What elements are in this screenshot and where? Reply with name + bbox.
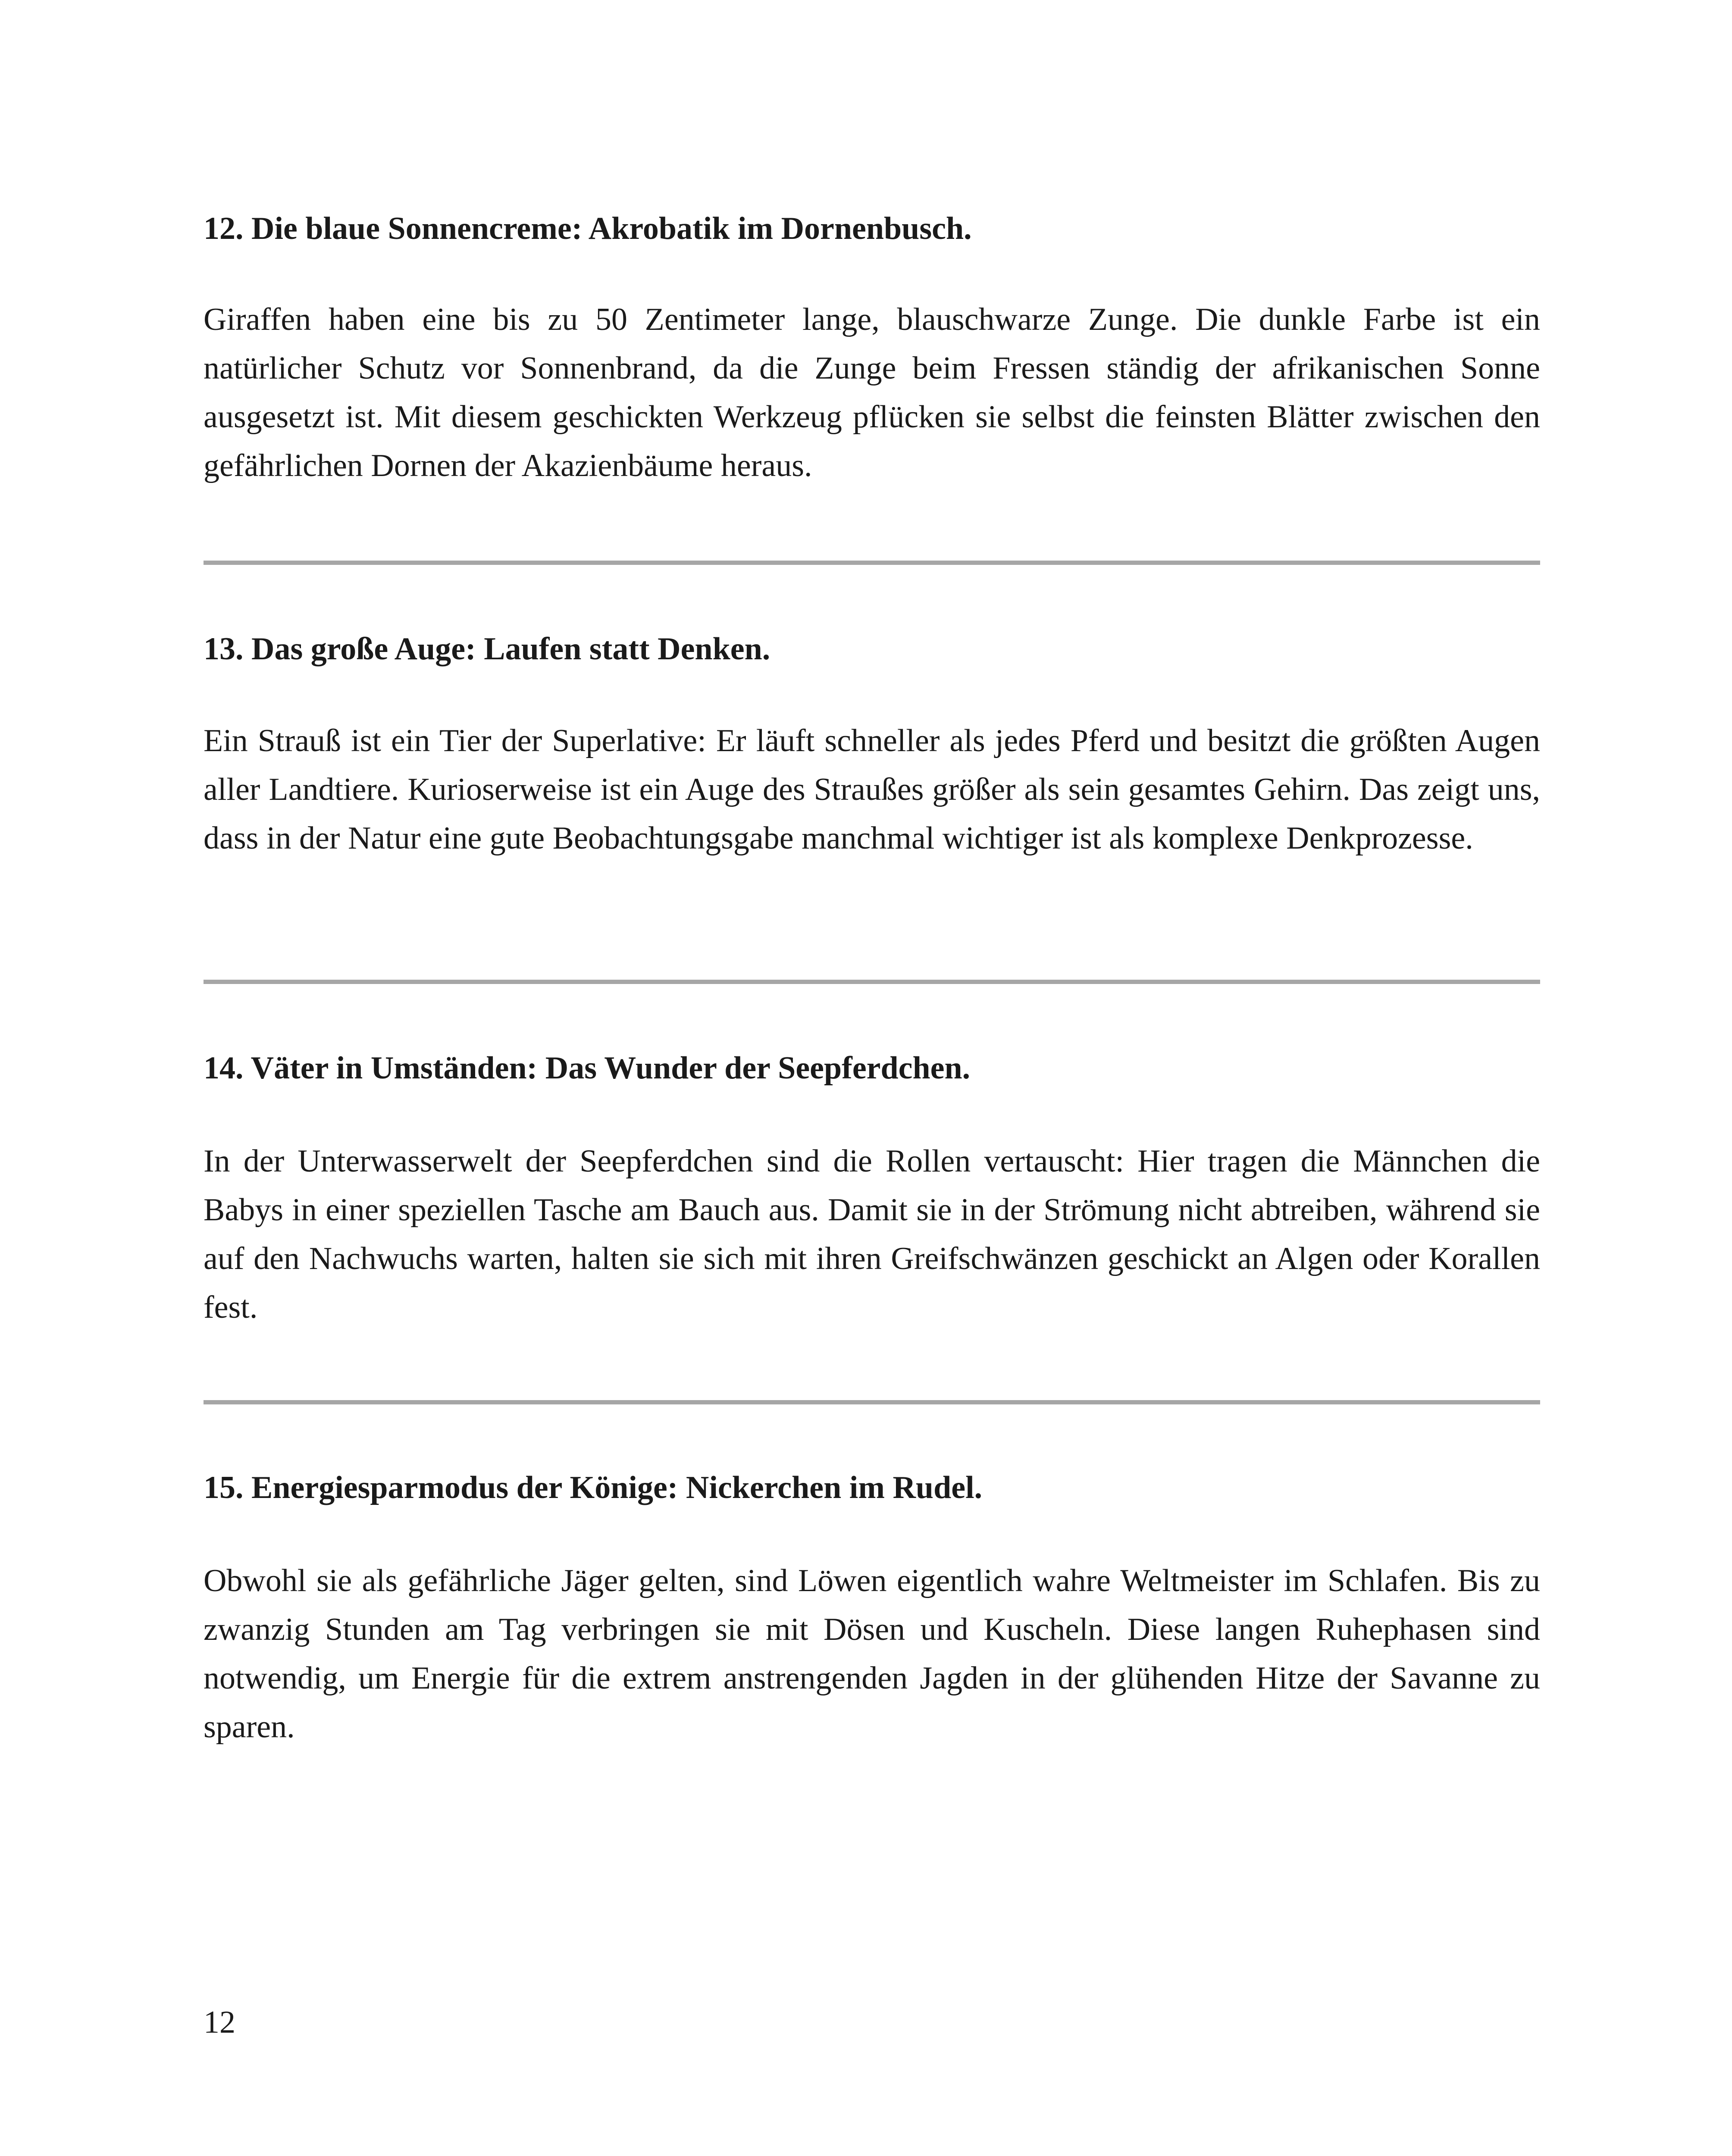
section-body: Giraffen haben eine bis zu 50 Zentimeter lange, blauschwarze Zunge. Die dunkle Farbe ist ein natürlicher Schutz vor Sonnenbrand, da die Zunge beim Fressen ständig der afrikanischen Sonne ausgesetzt ist. Mit diesem geschickten Werkzeug pflücken sie selbst die feinsten Blätter zwischen den gefährlichen Dornen der Akazienbäume heraus. — [204, 302, 1540, 483]
section-divider — [204, 561, 1540, 565]
section-14 — [204, 1047, 1540, 1325]
section-13 — [204, 627, 1540, 856]
section-heading: 14. Väter in Umständen: Das Wunder der Seepferdchen. — [204, 1050, 971, 1086]
section-15 — [204, 1466, 1540, 1745]
section-divider — [204, 980, 1540, 984]
section-heading: 15. Energiesparmodus der Könige: Nickerchen im Rudel. — [204, 1470, 983, 1505]
section-body: Ein Strauß ist ein Tier der Superlative: Er läuft schneller als jedes Pferd und besitzt die größten Augen aller Landtiere. Kurioserweise ist ein Auge des Straußes größer als sein gesamtes Gehirn. Das zeigt uns, dass in der Natur eine gute Beobachtungsgabe manchmal wichtiger ist als komplexe Denkprozesse. — [204, 723, 1540, 856]
section-body: Obwohl sie als gefährliche Jäger gelten, sind Löwen eigentlich wahre Weltmeister im Schlafen. Bis zu zwanzig Stunden am Tag verbringen sie mit Dösen und Kuscheln. Diese langen Ruhephasen sind notwendig, um Energie für die extrem anstrengenden Jagden in der glühenden Hitze der Savanne zu sparen. — [204, 1563, 1540, 1745]
section-divider — [204, 1400, 1540, 1404]
page-number: 12 — [204, 2005, 235, 2040]
section-12 — [204, 207, 1540, 483]
section-heading: 12. Die blaue Sonnencreme: Akrobatik im Dornenbusch. — [204, 211, 972, 246]
section-heading: 13. Das große Auge: Laufen statt Denken. — [204, 631, 770, 667]
section-body: In der Unterwasserwelt der Seepferdchen sind die Rollen vertauscht: Hier tragen die Männchen die Babys in einer speziellen Tasche am Bauch aus. Damit sie in der Strömung nicht abtreiben, während sie auf den Nachwuchs warten, halten sie sich mit ihren Greifschwänzen geschickt an Algen oder Korallen fest. — [204, 1144, 1540, 1325]
